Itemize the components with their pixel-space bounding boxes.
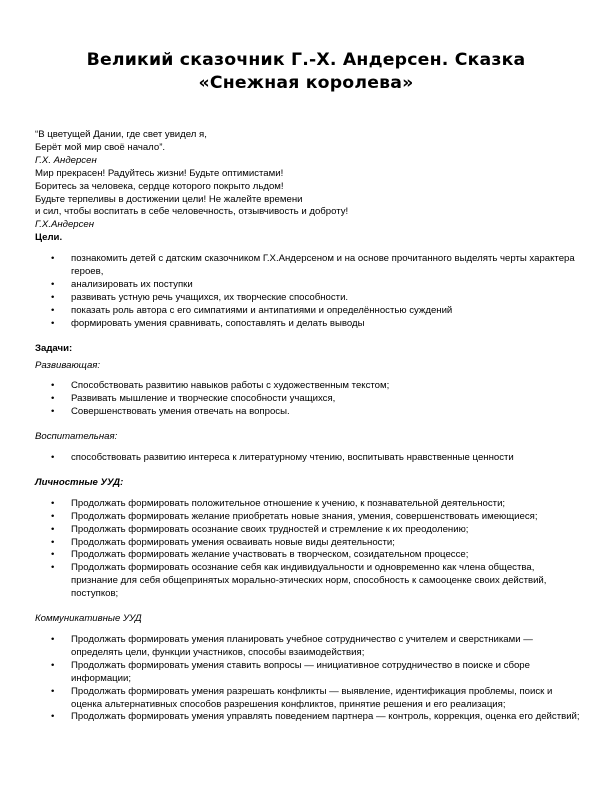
list-item: • Продолжать формировать умения осваивать новые виды деятельности; [35, 537, 580, 550]
list-item: • показать роль автора с его симпатиями и антипатиями и определённостью суждений [35, 305, 580, 318]
tasks-developing-label: Развивающая: [35, 359, 101, 371]
epigraph-2 [35, 168, 580, 233]
communicative-heading: Коммуникативные УУД [35, 613, 142, 625]
epigraph-author: Г.Х.Андерсен [35, 219, 95, 231]
list-item: • Продолжать формировать желание участвовать в творческом, созидательном процессе; [35, 549, 580, 562]
epigraph-author: Г.Х. Андерсен [35, 154, 97, 166]
list-item: • Совершенствовать умения отвечать на вопросы. [35, 406, 580, 419]
list-item: • Продолжать формировать положительное отношение к учению, к познавательной деятельности; [35, 498, 580, 511]
list-item: • Продолжать формировать умения планировать учебное сотрудничество с учителем и сверстниками — определять цели, функции участников, способы взаимодействия; [35, 634, 580, 660]
list-item: • познакомить детей с датским сказочником Г.Х.Андерсеном и на основе прочитанного выделять черты характера героев, [35, 253, 580, 279]
list-item: • Развивать мышление и творческие способности учащихся, [35, 393, 580, 406]
tasks-educational-list [35, 452, 580, 465]
tasks-developing-list [35, 380, 580, 419]
list-item: • Продолжать формировать умения управлять поведением партнера — контроль, коррекция, оценка его действий; [35, 711, 580, 724]
list-item: • Продолжать формировать желание приобретать новые знания, умения, совершенствовать имеющиеся; [35, 511, 580, 524]
list-item: • Способствовать развитию навыков работы с художественным текстом; [35, 380, 580, 393]
list-item: • Продолжать формировать осознание себя как индивидуальности и одновременно как члена общества, признание для себя общепринятых морально-этических норм, способность к самооценке своих действий, поступков; [35, 562, 580, 601]
epigraph-line: и сил, чтобы воспитать в себе человечность, отзывчивость и доброту! [35, 206, 349, 218]
list-item: • Продолжать формировать осознание своих трудностей и стремление к их преодолению; [35, 524, 580, 537]
goals-list [35, 253, 580, 330]
epigraph-line: Будьте терпеливы в достижении цели! Не жалейте времени [35, 193, 303, 205]
epigraph-1 [35, 129, 580, 168]
personal-heading: Личностные УУД: [35, 476, 124, 488]
list-item: • анализировать их поступки [35, 279, 580, 292]
epigraph-line: Боритесь за человека, сердце которого покрыто льдом! [35, 180, 284, 192]
document-body [35, 129, 580, 724]
page-title: Великий сказочник Г.-Х. Андерсен. Сказка «Снежная королева» [86, 50, 526, 93]
list-item: • развивать устную речь учащихся, их творческие способности. [35, 292, 580, 305]
goals-heading: Цели. [35, 232, 63, 244]
list-item: • способствовать развитию интереса к литературному чтению, воспитывать нравственные ценности [35, 452, 580, 465]
epigraph-line: Мир прекрасен! Радуйтесь жизни! Будьте оптимистами! [35, 167, 284, 179]
epigraph-line: “В цветущей Дании, где свет увидел я, [35, 129, 207, 140]
tasks-heading: Задачи: [35, 342, 73, 354]
tasks-educational-label: Воспитательная: [35, 431, 118, 443]
epigraph-line: Берёт мой мир своё начало”. [35, 141, 166, 153]
personal-list [35, 498, 580, 601]
list-item: • формировать умения сравнивать, сопоставлять и делать выводы [35, 318, 580, 331]
list-item: • Продолжать формировать умения разрешать конфликты — выявление, идентификация проблемы, поиск и оценка альтернативных способов разрешения конфликтов, принятие решения и его реализация; [35, 686, 580, 712]
list-item: • Продолжать формировать умения ставить вопросы — инициативное сотрудничество в поиске и сборе информации; [35, 660, 580, 686]
communicative-list [35, 634, 580, 724]
